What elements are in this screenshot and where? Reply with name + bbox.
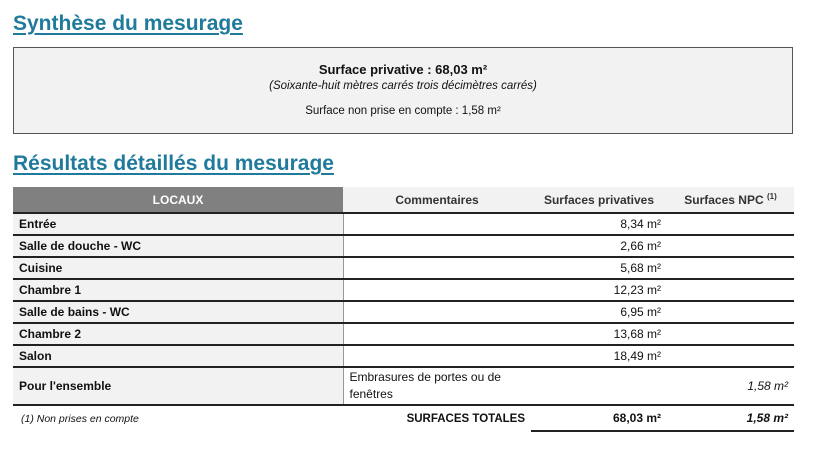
results-table xyxy=(13,187,794,432)
footnote: (1) Non prises en compte xyxy=(13,405,343,431)
header-locaux: LOCAUX xyxy=(13,187,343,213)
row-npc xyxy=(667,279,794,301)
table-row xyxy=(13,323,794,345)
row-npc xyxy=(667,345,794,367)
row-commentaire xyxy=(343,345,531,367)
row-local: Chambre 2 xyxy=(13,323,343,345)
row-surface: 8,34 m² xyxy=(531,213,667,235)
totals-row xyxy=(13,405,794,431)
row-commentaire xyxy=(343,323,531,345)
row-commentaire xyxy=(343,213,531,235)
row-commentaire xyxy=(343,279,531,301)
row-surface xyxy=(531,367,667,405)
table-row xyxy=(13,367,794,405)
header-surfaces-privatives: Surfaces privatives xyxy=(531,187,667,213)
totals-label: SURFACES TOTALES xyxy=(406,412,525,425)
row-commentaire xyxy=(343,301,531,323)
row-local: Entrée xyxy=(13,213,343,235)
table-row xyxy=(13,235,794,257)
row-npc: 1,58 m² xyxy=(667,367,794,405)
row-npc xyxy=(667,213,794,235)
table-row xyxy=(13,213,794,235)
surface-in-words: (Soixante-huit mètres carrés trois décimètres carrés) xyxy=(269,80,537,92)
row-surface: 5,68 m² xyxy=(531,257,667,279)
row-local: Chambre 1 xyxy=(13,279,343,301)
total-surface: 68,03 m² xyxy=(531,405,667,431)
row-npc xyxy=(667,235,794,257)
table-row xyxy=(13,279,794,301)
surface-privative: Surface privative : 68,03 m² xyxy=(318,62,488,77)
header-commentaires: Commentaires xyxy=(343,187,531,213)
row-commentaire xyxy=(343,257,531,279)
row-local: Salon xyxy=(13,345,343,367)
row-commentaire xyxy=(343,235,531,257)
row-commentaire: Embrasures de portes ou de fenêtres xyxy=(343,367,531,405)
row-local: Pour l'ensemble xyxy=(13,367,343,405)
synthese-box xyxy=(13,47,793,134)
resultats-title: Résultats détaillés du mesurage xyxy=(13,152,334,175)
row-npc xyxy=(667,323,794,345)
surface-non-prise: Surface non prise en compte : 1,58 m² xyxy=(305,105,501,117)
row-surface: 12,23 m² xyxy=(531,279,667,301)
row-surface: 2,66 m² xyxy=(531,235,667,257)
row-npc xyxy=(667,257,794,279)
total-npc: 1,58 m² xyxy=(667,405,794,431)
synthese-title: Synthèse du mesurage xyxy=(13,12,243,35)
table-row xyxy=(13,345,794,367)
row-surface: 6,95 m² xyxy=(531,301,667,323)
table-header-row xyxy=(13,187,794,213)
row-surface: 18,49 m² xyxy=(531,345,667,367)
row-npc xyxy=(667,301,794,323)
table-row xyxy=(13,257,794,279)
header-npc-note: (1) xyxy=(766,192,777,201)
row-surface: 13,68 m² xyxy=(531,323,667,345)
row-local: Cuisine xyxy=(13,257,343,279)
row-local: Salle de douche - WC xyxy=(13,235,343,257)
header-surfaces-npc xyxy=(667,187,794,213)
header-npc-label: Surfaces NPC xyxy=(684,193,764,207)
row-local: Salle de bains - WC xyxy=(13,301,343,323)
table-row xyxy=(13,301,794,323)
